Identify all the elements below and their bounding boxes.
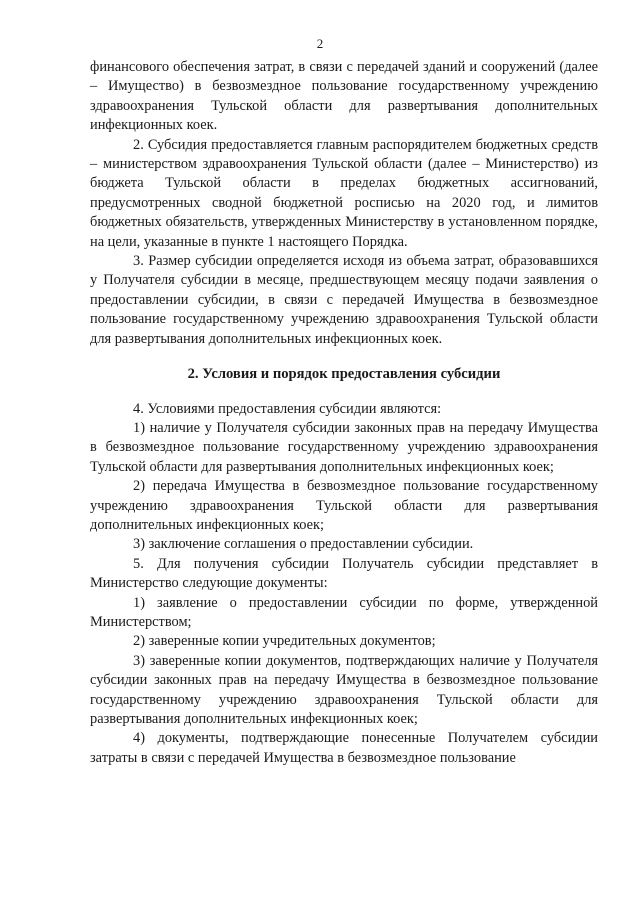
paragraph-5-item-3: 3) заверенные копии документов, подтверждающих наличие у Получателя субсидии законных прав на передачу Имущества в безвозмездное пользование государственному учреждению здравоохранения Тульской области для развертывания дополнительных инфекционных коек;: [90, 652, 598, 727]
paragraph-5-item-2: 2) заверенные копии учредительных документов;: [133, 633, 436, 650]
paragraph-5-item-4: 4) документы, подтверждающие понесенные Получателем субсидии затраты в связи с передачей Имущества в безвозмездное пользование: [90, 730, 598, 766]
paragraph-4-item-1: 1) наличие у Получателя субсидии законных прав на передачу Имущества в безвозмездное пользование государственному учреждению здравоохранения Тульской области для развертывания дополнительных инфекционных коек;: [90, 419, 598, 475]
page-number: 2: [316, 36, 324, 51]
paragraph-5-item-1: 1) заявление о предоставлении субсидии по форме, утвержденной Министерством;: [90, 594, 598, 630]
paragraph-1-continuation: финансового обеспечения затрат, в связи с передачей зданий и сооружений (далее – Имущество) в безвозмездное пользование государственному учреждению здравоохранения Тульской области для развертывания дополнительных инфекционных коек.: [90, 59, 598, 134]
paragraph-5: 5. Для получения субсидии Получатель субсидии представляет в Министерство следующие документы:: [90, 555, 598, 592]
document-body: [90, 58, 598, 768]
paragraph-4-item-2: 2) передача Имущества в безвозмездное пользование государственному учреждению здравоохранения Тульской области для развертывания дополнительных инфекционных коек;: [90, 478, 598, 533]
paragraph-2: 2. Субсидия предоставляется главным распорядителем бюджетных средств – министерством здравоохранения Тульской области (далее – Министерство) из бюджета Тульской области в пределах бюджетных ассигнований, предусмотренных сводной бюджетной росписью на 2020 год, и лимитов бюджетных обязательств, утвержденных Министерству в установленном порядке, на цели, указанные в пункте 1 настоящего Порядка.: [90, 136, 598, 250]
paragraph-3: 3. Размер субсидии определяется исходя из объема затрат, образовавшихся у Получателя субсидии в месяце, предшествующем месяцу подачи заявления о предоставлении субсидии, в связи с передачей Имущества в безвозмездное пользование государственному учреждению здравоохранения Тульской области для развертывания дополнительных инфекционных коек.: [90, 253, 598, 347]
section-heading: 2. Условия и порядок предоставления субсидии: [187, 366, 501, 383]
paragraph-4-item-3: 3) заключение соглашения о предоставлении субсидии.: [133, 536, 474, 553]
paragraph-4: 4. Условиями предоставления субсидии являются:: [133, 400, 442, 417]
